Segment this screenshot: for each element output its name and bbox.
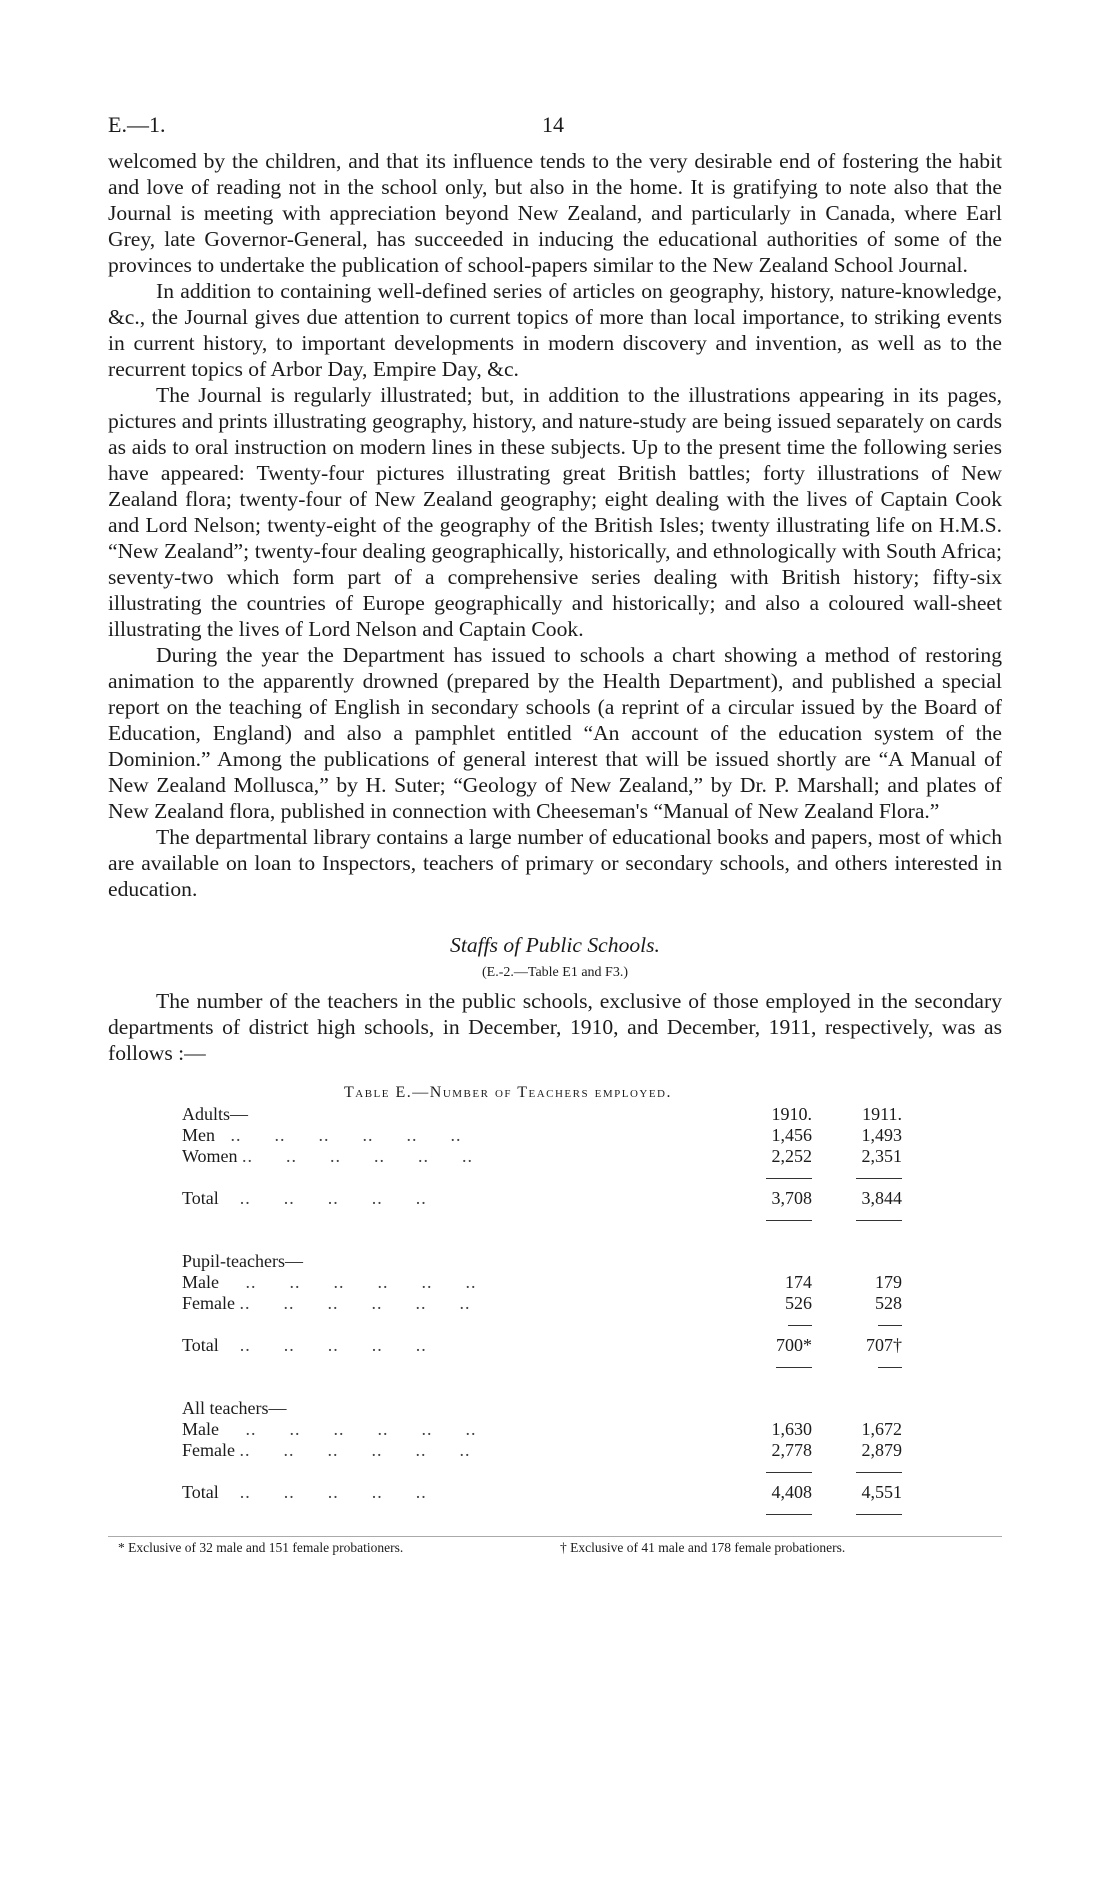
- leader-dots: .. .. .. .. .. ..: [242, 1146, 474, 1166]
- cell-1910: 2,252: [771, 1146, 812, 1166]
- paragraph-5: The departmental library contains a large number of educational books and papers, most of which are available on loan to Inspectors, teachers of primary or secondary schools, and others interested in education.: [108, 825, 1002, 901]
- cell-1910: 1,456: [771, 1125, 812, 1145]
- rule: [788, 1325, 812, 1326]
- rule: [878, 1325, 902, 1326]
- rule: [856, 1178, 902, 1179]
- rule-row: [182, 1356, 902, 1377]
- total-row: [182, 1188, 902, 1209]
- total-1911: 4,551: [861, 1482, 902, 1502]
- total-label: Total: [182, 1482, 219, 1502]
- section-reference: (E.-2.—Table E1 and F3.): [482, 965, 628, 980]
- leader-dots: .. .. .. .. .. ..: [239, 1440, 471, 1460]
- cell-1911: 2,879: [861, 1440, 902, 1460]
- section-title: Staffs of Public Schools.: [450, 933, 660, 957]
- rule: [766, 1514, 812, 1515]
- row-label: Male: [182, 1419, 219, 1439]
- column-header-1911: 1911.: [862, 1104, 902, 1124]
- group-label: Pupil-teachers—: [182, 1251, 303, 1271]
- table-row: [182, 1419, 902, 1440]
- rule: [856, 1220, 902, 1221]
- cell-1911: 1,493: [861, 1125, 902, 1145]
- section-intro-block: [108, 988, 1002, 1066]
- rule: [766, 1220, 812, 1221]
- cell-1911: 2,351: [861, 1146, 902, 1166]
- cell-1911: 179: [875, 1272, 902, 1292]
- rule-row: [182, 1209, 902, 1230]
- total-label: Total: [182, 1335, 219, 1355]
- leader-dots: .. .. .. .. .. ..: [239, 1293, 471, 1313]
- leader-dots: .. .. .. .. .. ..: [223, 1419, 477, 1439]
- footnote-pupil-1910: * Exclusive of 32 male and 151 female probationers.: [118, 1540, 404, 1555]
- cell-1910: 2,778: [771, 1440, 812, 1460]
- page-number: 14: [542, 112, 564, 137]
- rule: [856, 1514, 902, 1515]
- leader-dots: .. .. .. .. .. ..: [223, 1272, 477, 1292]
- rule: [766, 1178, 812, 1179]
- table-row: [182, 1293, 902, 1314]
- total-label: Total: [182, 1188, 219, 1208]
- table-header-row: [182, 1104, 902, 1125]
- row-label: Male: [182, 1272, 219, 1292]
- cell-1910: 174: [785, 1272, 812, 1292]
- footnote-rule: [108, 1536, 1002, 1537]
- cell-1910: 526: [785, 1293, 812, 1313]
- paragraph-4: During the year the Department has issued to schools a chart showing a method of restoring animation to the apparently drowned (prepared by the Health Department), and published a special report on the teaching of English in secondary schools (a reprint of a circular issued by the Board of Education, England) and also a pamphlet entitled “An account of the education system of the Dominion.” Among the publications of general interest that will be issued shortly are “A Manual of New Zealand Mollusca,” by H. Suter; “Geology of New Zealand,” by Dr. P. Marshall; and plates of New Zealand flora, published in connection with Cheeseman's “Manual of New Zealand Flora.”: [108, 643, 1002, 823]
- page-header: [108, 112, 1002, 148]
- leader-dots: .. .. .. .. ..: [223, 1335, 427, 1355]
- row-label: Female: [182, 1293, 235, 1313]
- rule: [776, 1367, 812, 1368]
- paragraph-1: welcomed by the children, and that its influence tends to the very desirable end of fostering the habit and love of reading not in the school only, but also in the home. It is gratifying to note also that the Journal is meeting with appreciation beyond New Zealand, and particularly in Canada, where Earl Grey, late Governor-General, has succeeded in inducing the educational authorities of some of the provinces to undertake the publication of school-papers similar to the New Zealand School Journal.: [108, 149, 1002, 277]
- total-1911: 707†: [866, 1335, 902, 1355]
- total-1910: 4,408: [771, 1482, 812, 1502]
- row-label: Female: [182, 1440, 235, 1460]
- teachers-table: [108, 1082, 1002, 1560]
- group-row: [182, 1398, 902, 1419]
- row-label: Women: [182, 1146, 238, 1166]
- row-label: Men: [182, 1125, 215, 1145]
- paragraph-2: In addition to containing well-defined series of articles on geography, history, nature-knowledge, &c., the Journal gives due attention to current topics of more than local importance, to striking events in current history, to important developments in modern discovery and invention, as well as to the recurrent topics of Arbor Day, Empire Day, &c.: [108, 279, 1002, 381]
- total-row: [182, 1335, 902, 1356]
- total-1910: 3,708: [771, 1188, 812, 1208]
- cell-1910: 1,630: [771, 1419, 812, 1439]
- total-row: [182, 1482, 902, 1503]
- leader-dots: .. .. .. .. ..: [223, 1188, 427, 1208]
- rule-row: [182, 1314, 902, 1335]
- footnote-pupil-1911: † Exclusive of 41 male and 178 female probationers.: [560, 1540, 846, 1555]
- rule: [878, 1367, 902, 1368]
- table-row: [182, 1272, 902, 1293]
- leader-dots: .. .. .. .. ..: [223, 1482, 427, 1502]
- body-text: [108, 148, 1002, 902]
- section-intro: The number of the teachers in the public schools, exclusive of those employed in the secondary departments of district high schools, in December, 1910, and December, 1911, respectively, was as follows :—: [108, 989, 1002, 1065]
- leader-dots: .. .. .. .. .. ..: [219, 1125, 462, 1145]
- paragraph-3: The Journal is regularly illustrated; but, in addition to the illustrations appearing in its pages, pictures and prints illustrating geography, history, and nature-study are being issued separately on cards as aids to oral instruction on modern lines in these subjects. Up to the present time the following series have appeared: Twenty-four pictures illustrating great British battles; forty illustrations of New Zealand flora; twenty-four of New Zealand geography; eight dealing with the lives of Captain Cook and Lord Nelson; twenty-eight of the geography of the British Isles; twenty illustrating life on H.M.S. “New Zealand”; twenty-four dealing geographically, historically, and ethnologically with South Africa; seventy-two which form part of a comprehensive series dealing with British history; fifty-six illustrating the countries of Europe geographically and historically; and also a coloured wall-sheet illustrating the lives of Lord Nelson and Captain Cook.: [108, 383, 1002, 641]
- document-reference: E.—1.: [108, 112, 166, 137]
- table-row-label: Adults—: [182, 1104, 249, 1124]
- total-1910: 700*: [776, 1335, 812, 1355]
- cell-1911: 1,672: [861, 1419, 902, 1439]
- table-caption-rest: —Number of Teachers employed.: [412, 1084, 672, 1101]
- table-body: [182, 1104, 902, 1524]
- rule-row: [182, 1461, 902, 1482]
- table-row: [182, 1440, 902, 1461]
- table-footnotes: [108, 1540, 1002, 1560]
- table-caption-prefix: Table E.: [343, 1084, 413, 1101]
- table-caption: [258, 1082, 758, 1104]
- rule: [766, 1472, 812, 1473]
- cell-1911: 528: [875, 1293, 902, 1313]
- document-page: [108, 112, 1002, 1560]
- group-row: [182, 1251, 902, 1272]
- rule-row: [182, 1167, 902, 1188]
- rule-row: [182, 1503, 902, 1524]
- total-1911: 3,844: [861, 1188, 902, 1208]
- column-header-1910: 1910.: [771, 1104, 812, 1124]
- table-row: [182, 1125, 902, 1146]
- rule: [856, 1472, 902, 1473]
- group-label: All teachers—: [182, 1398, 287, 1418]
- table-row: [182, 1146, 902, 1167]
